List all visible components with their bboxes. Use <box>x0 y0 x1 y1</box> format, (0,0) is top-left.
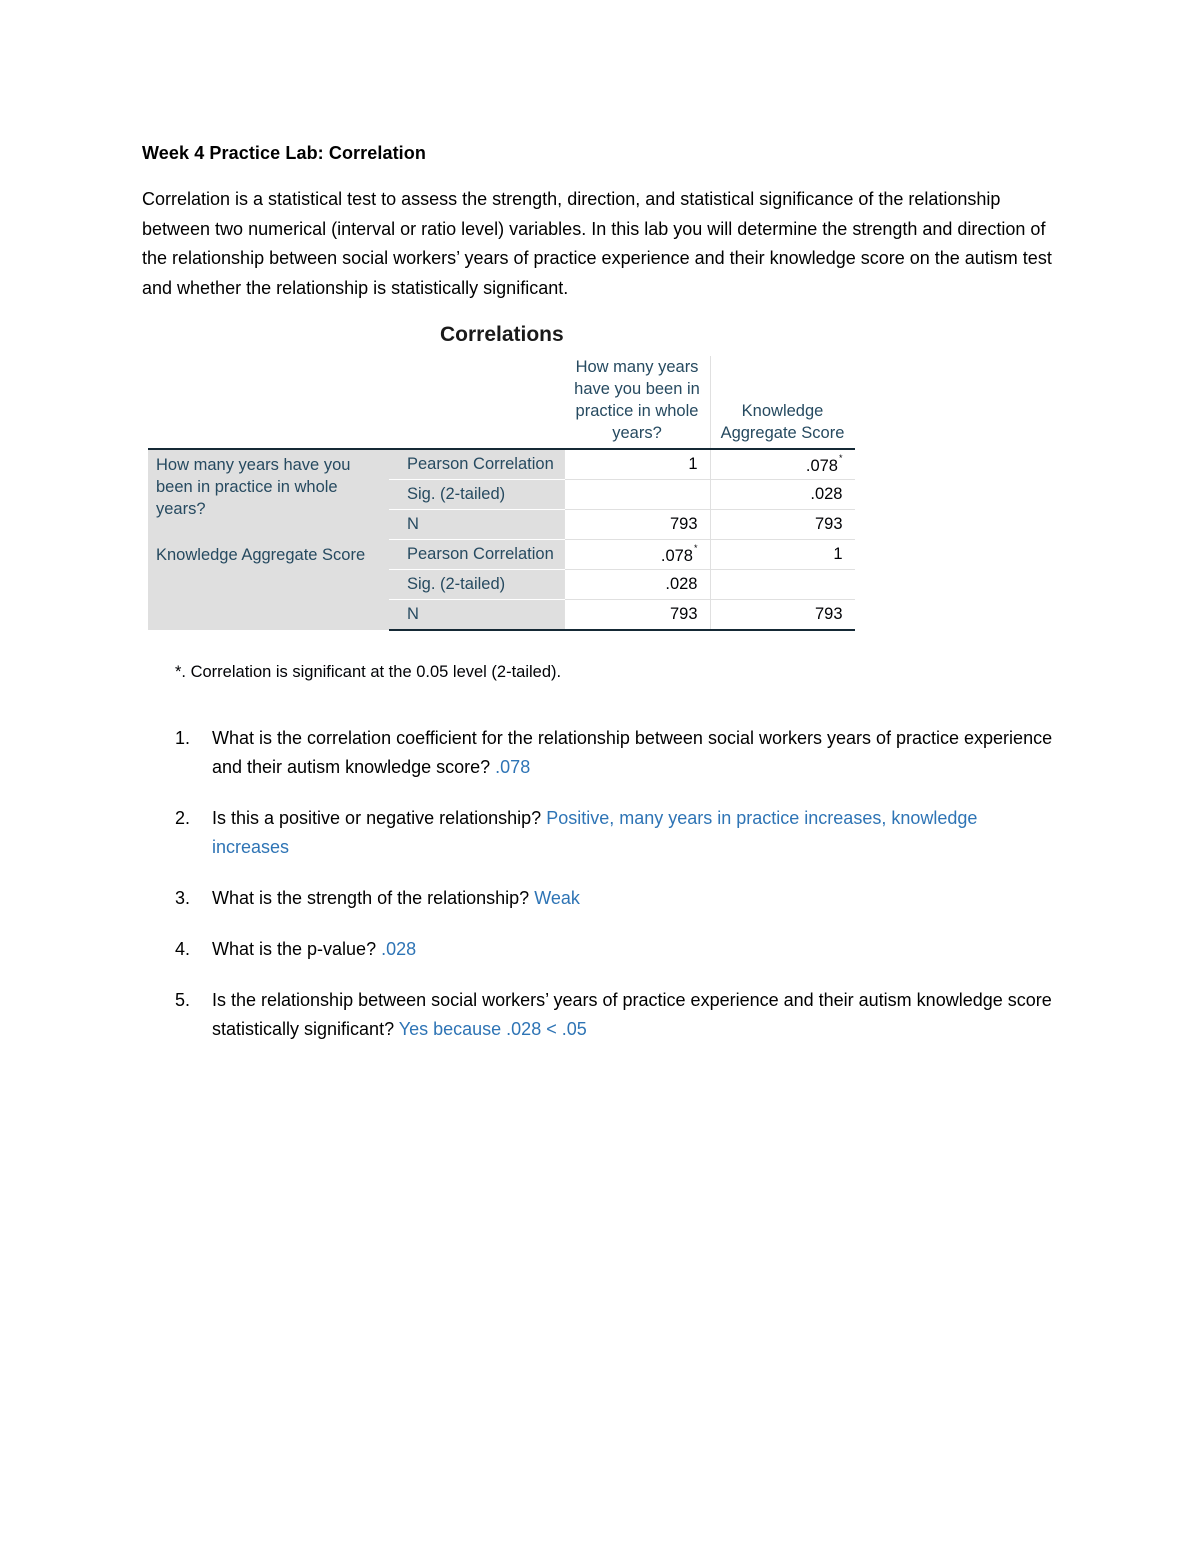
table-cell: .028 <box>565 570 711 600</box>
list-item <box>175 986 1055 1044</box>
significance-mark: * <box>693 543 698 553</box>
table-cell <box>565 480 711 510</box>
header-blank <box>148 356 565 449</box>
list-item <box>175 935 1055 964</box>
table-row <box>148 540 855 570</box>
question-list <box>175 724 1055 1066</box>
table-header-row <box>148 356 855 449</box>
answer-text: Positive, many years in practice increases, knowledge increases <box>212 808 978 857</box>
cell-value: .078 <box>660 547 693 565</box>
answer-text: Weak <box>534 888 580 908</box>
stat-label: N <box>389 510 565 540</box>
question-number: 3. <box>175 888 191 908</box>
table-cell <box>710 570 855 600</box>
cell-value: .078 <box>805 457 838 475</box>
question-text: What is the strength of the relationship? <box>212 888 535 908</box>
document-title: Week 4 Practice Lab: Correlation <box>142 143 426 163</box>
table-cell: 1 <box>565 449 711 480</box>
stat-label: Sig. (2-tailed) <box>389 480 565 510</box>
table-cell: .028 <box>710 480 855 510</box>
list-item <box>175 724 1055 782</box>
stat-label: Sig. (2-tailed) <box>389 570 565 600</box>
table-cell: 793 <box>710 510 855 540</box>
table-cell <box>565 540 711 570</box>
question-text: What is the correlation coefficient for the relationship between social workers years of practice experience and their autism knowledge score? <box>212 728 1053 777</box>
stat-label: N <box>389 600 565 631</box>
answer-text: .028 <box>381 939 417 959</box>
list-item <box>175 884 1055 913</box>
correlations-table <box>148 356 855 631</box>
table-cell: 793 <box>565 510 711 540</box>
table-title: Correlations <box>440 323 564 346</box>
table-row <box>148 449 855 480</box>
question-number: 1. <box>175 728 191 748</box>
stat-label: Pearson Correlation <box>389 540 565 570</box>
row-group-label-knowledge: Knowledge Aggregate Score <box>148 540 389 631</box>
col-header-knowledge: Knowledge Aggregate Score <box>710 356 855 449</box>
question-number: 2. <box>175 808 191 828</box>
col-header-years: How many years have you been in practice in whole years? <box>574 358 700 442</box>
question-number: 4. <box>175 939 191 959</box>
table-cell <box>710 449 855 480</box>
table-cell: 793 <box>565 600 711 631</box>
question-text: What is the p-value? <box>212 939 382 959</box>
question-text: Is the relationship between social workers’ years of practice experience and their autism knowledge score statistically significant? <box>212 990 1052 1039</box>
answer-text: .078 <box>495 757 531 777</box>
intro-paragraph: Correlation is a statistical test to assess the strength, direction, and statistical significance of the relationship between two numerical (interval or ratio level) variables. In this lab you will determine the strength and direction of the relationship between social workers’ years of practice experience and their knowledge score on the autism test and whether the relationship is statistically significant. <box>142 189 1052 298</box>
list-item <box>175 804 1055 862</box>
row-group-label-years: How many years have you been in practice in whole years? <box>148 449 389 540</box>
question-number: 5. <box>175 990 191 1010</box>
significance-mark: * <box>838 453 843 463</box>
question-text: Is this a positive or negative relationship? <box>212 808 547 828</box>
answer-text: Yes because .028 < .05 <box>398 1019 587 1039</box>
table-footnote: *. Correlation is significant at the 0.05 level (2-tailed). <box>175 663 562 681</box>
stat-label: Pearson Correlation <box>389 449 565 480</box>
table-cell: 1 <box>710 540 855 570</box>
table-cell: 793 <box>710 600 855 631</box>
